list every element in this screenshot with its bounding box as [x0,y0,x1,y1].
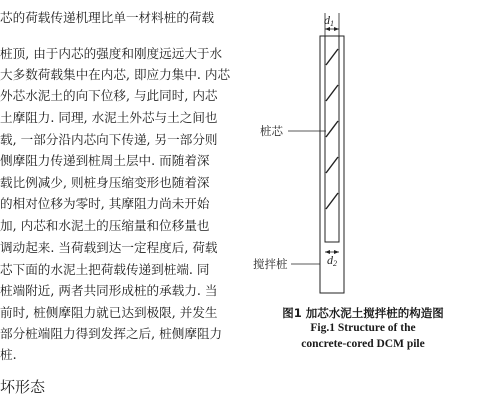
body-text-line: 桩. [0,347,17,362]
body-text-line: 加, 内芯和水泥土的压缩量和位移量也 [0,218,210,233]
body-text-line: 桩端附近, 两者共同形成桩的承载力. 当 [0,283,218,298]
d1-arrow-right [334,27,339,31]
body-text-line: 部分桩端阻力得到发挥之后, 桩侧摩阻力 [0,326,223,341]
body-text-line: 前时, 桩侧摩阻力就已达到极限, 并发生 [0,305,218,320]
body-text-line: 载, 一部分沿内芯向下传递, 另一部分则 [0,132,218,147]
section-heading: 坏形态 [0,378,46,396]
figure-caption-english-line2: concrete-cored DCM pile [301,338,425,350]
body-text-line: 桩顶, 由于内芯的强度和刚度远远大于水 [0,46,223,61]
pile-label: 搅拌桩 [253,257,288,271]
body-text-line: 调动起来. 当荷载到达一定程度后, 荷载 [0,240,218,255]
d1-label-main: d [324,13,330,27]
core-label: 桩芯 [260,124,283,138]
pile-diagram [244,0,483,300]
figure-caption-english-line1: Fig.1 Structure of the [310,322,416,334]
body-text-line: 的相对位移为零时, 其摩阻力尚未开始 [0,196,210,211]
body-text-line: 芯下面的水泥土把荷载传递到桩端. 同 [0,262,210,277]
body-text-line: 大多数荷载集中在内芯, 即应力集中. 内芯 [0,67,231,82]
body-text-line: 芯的荷载传递机理比单一材料桩的荷载 [0,10,215,25]
d2-label-sub: 2 [333,259,337,268]
inner-core [325,36,339,242]
pile-structure-figure [244,0,483,360]
d1-label [324,13,334,28]
d1-label-sub: 1 [330,19,334,28]
body-text-line: 土摩阻力. 同理, 水泥土外芯与土之间也 [0,110,218,125]
body-text-line: 载比例减少, 则桩身压缩变形也随着深 [0,175,210,190]
figure-caption-chinese: 图1 加芯水泥土搅拌桩的构造图 [282,306,444,320]
d2-label-main: d [327,253,333,267]
body-text-line: 侧摩阻力传递到桩周土层中. 而随着深 [0,153,210,168]
body-text-line: 外芯水泥土的向下位移, 与此同时, 内芯 [0,88,218,103]
